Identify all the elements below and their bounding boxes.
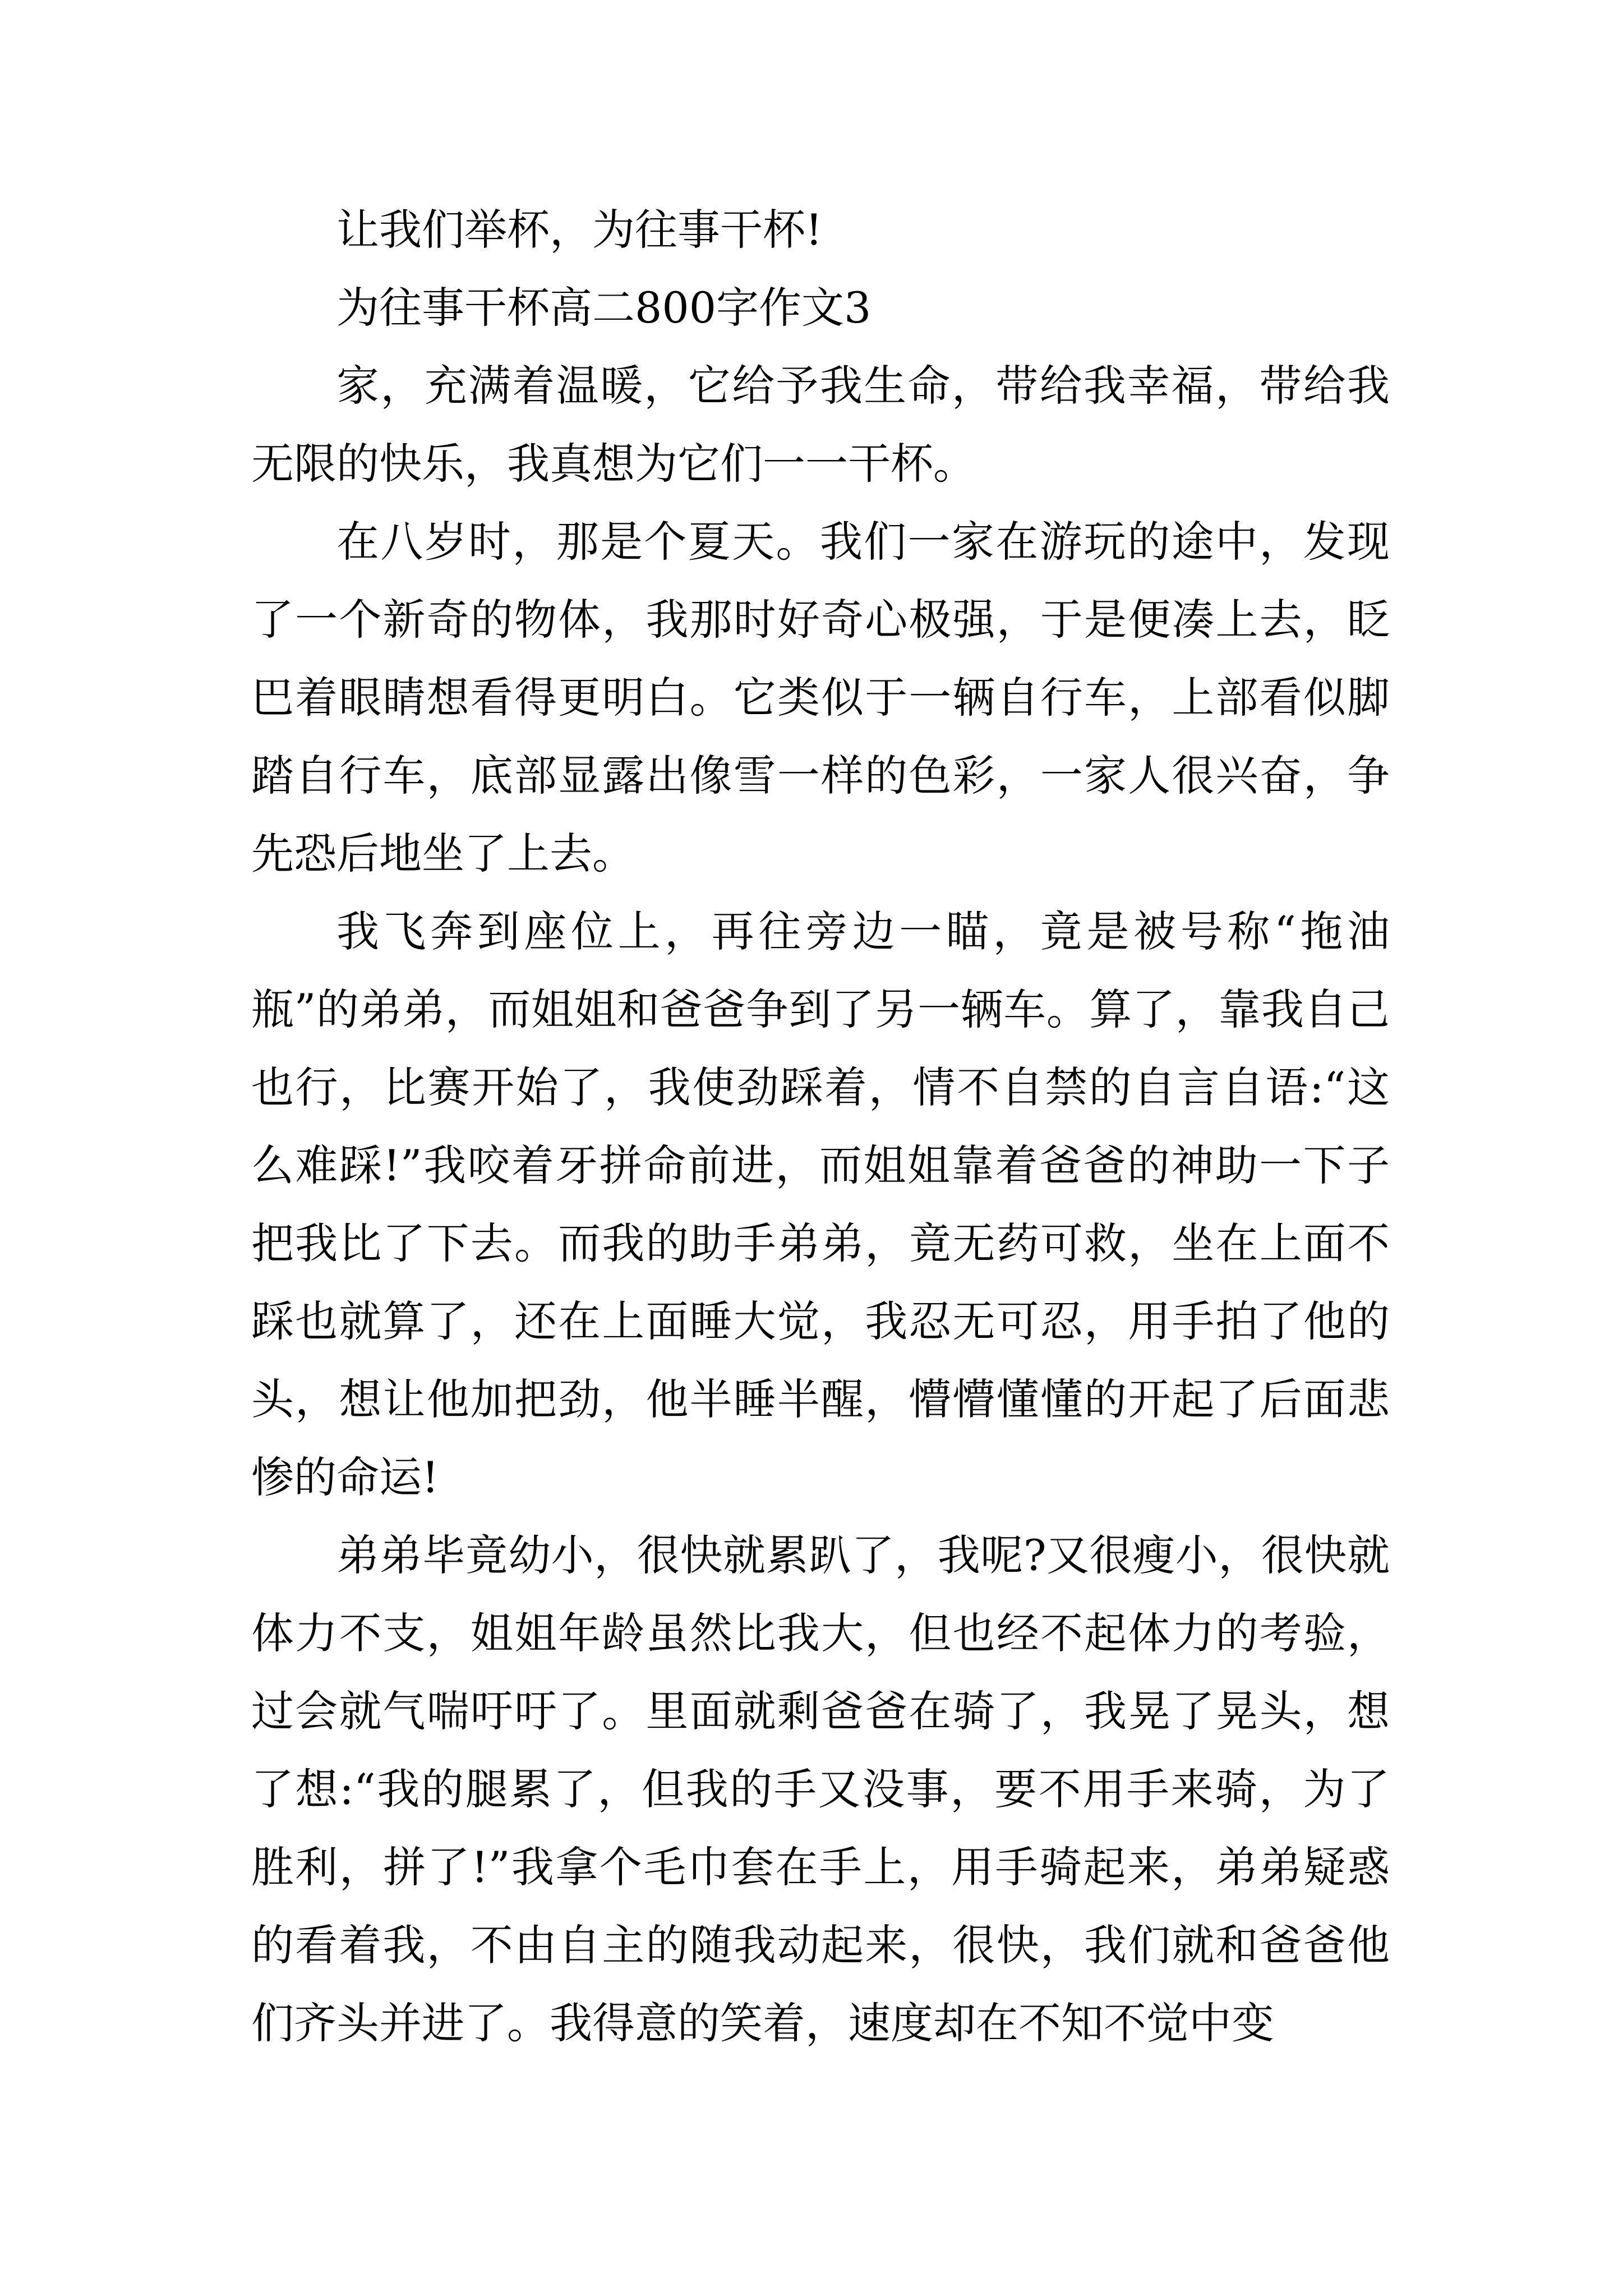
paragraph-tired: 弟弟毕竟幼小，很快就累趴了，我呢?又很瘦小，很快就体力不支，姐姐年龄虽然比我大，但也经不起体力的考验，过会就气喘吁吁了。里面就剩爸爸在骑了，我晃了晃头，想了想:“我的腿累了，但我的手又没事，要不用手来骑，为了胜利，拼了!”我拿个毛巾套在手上，用手骑起来，弟弟疑惑的看着我，不由自主的随我动起来，很快，我们就和爸爸他们齐头并进了。我得意的笑着，速度却在不知不觉中变: [251, 1530, 1390, 2048]
paragraph-summer: 在八岁时，那是个夏天。我们一家在游玩的途中，发现了一个新奇的物体，我那时好奇心极强，于是便凑上去，眨巴着眼睛想看得更明白。它类似于一辆自行车，上部看似脚踏自行车，底部显露出像雪一样的色彩，一家人很兴奋，争先恐后地坐了上去。: [251, 517, 1390, 878]
essay-body: [251, 191, 1390, 2062]
paragraph-family: 家，充满着温暖，它给予我生命，带给我幸福，带给我无限的快乐，我真想为它们一一干杯。: [251, 361, 1390, 489]
essay-title: 为往事干杯高二800字作文3: [336, 283, 872, 333]
paragraph-race: 我飞奔到座位上，再往旁边一瞄，竟是被号称“拖油瓶”的弟弟，而姐姐和爸爸争到了另一辆车。算了，靠我自己也行，比赛开始了，我使劲踩着，情不自禁的自言自语:“这么难踩!”我咬着牙拼命前进，而姐姐靠着爸爸的神助一下子把我比了下去。而我的助手弟弟，竟无药可救，坐在上面不踩也就算了，还在上面睡大觉，我忍无可忍，用手拍了他的头，想让他加把劲，他半睡半醒，懵懵懂懂的开起了后面悲惨的命运!: [251, 907, 1390, 1502]
paragraph-toast: 让我们举杯，为往事干杯!: [336, 205, 823, 255]
